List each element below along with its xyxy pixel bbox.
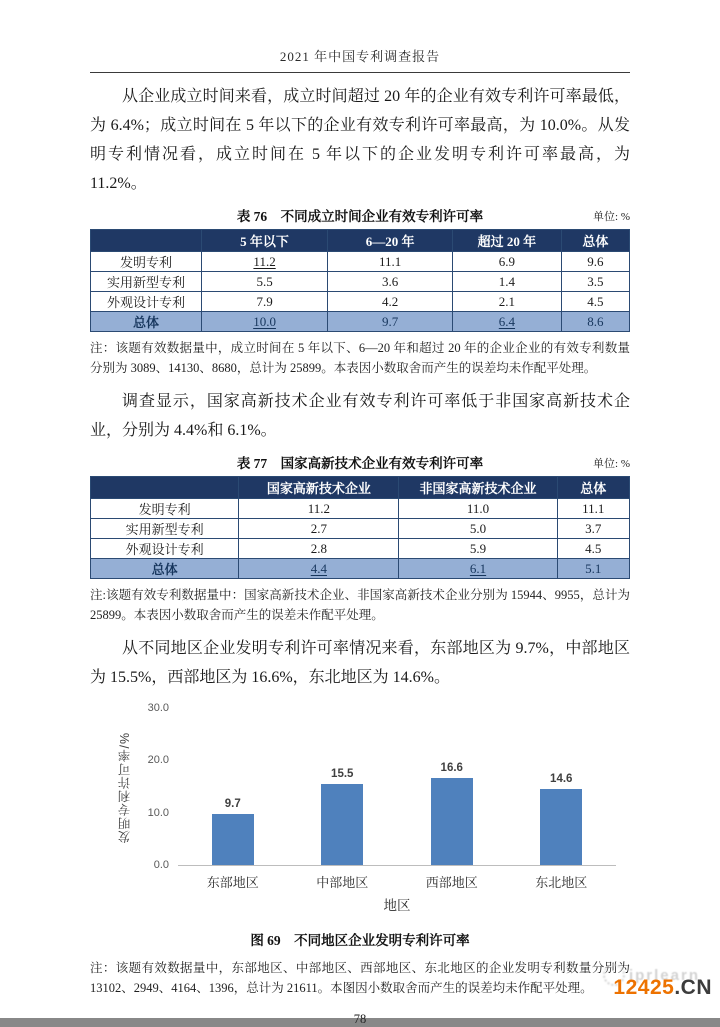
cell-value: 2.8	[310, 540, 327, 556]
table-76	[90, 229, 630, 332]
table-cell	[453, 272, 562, 292]
cell-value: 5.5	[256, 273, 273, 289]
column-header: 总体	[557, 477, 629, 499]
table-header-row	[91, 230, 630, 252]
table-cell	[328, 312, 453, 332]
table-cell	[557, 519, 629, 539]
table77-title: 表 77 国家高新技术企业有效专利许可率	[236, 456, 484, 471]
x-axis-title: 地区	[383, 898, 411, 913]
bar-value-label: 9.7	[224, 798, 241, 811]
watermark-number: 12425	[613, 976, 675, 999]
bar-slot	[288, 768, 398, 865]
cell-value: 6.4	[498, 313, 516, 329]
table-cell	[561, 292, 629, 312]
cell-value: 10.0	[253, 313, 276, 329]
cell-value: 1.4	[498, 273, 516, 289]
x-category-labels	[178, 872, 616, 891]
watermark	[554, 964, 714, 1008]
table-cell	[453, 292, 562, 312]
table77-note: 注:该题有效专利数据量中：国家高新技术企业、非国家高新技术企业分别为 15944、9955，总计为 25899。本表因小数取舍而产生的误差未作配平处理。	[90, 588, 630, 622]
table-cell	[239, 539, 399, 559]
cell-value: 5.1	[585, 560, 602, 576]
column-header: 6—20 年	[328, 230, 453, 252]
bar	[431, 778, 473, 865]
table-cell	[239, 519, 399, 539]
y-axis-ticks	[134, 702, 178, 871]
y-tick-label: 20.0	[147, 754, 169, 767]
table-cell	[561, 252, 629, 272]
cell-value: 11.2	[253, 253, 276, 269]
cell-value: 9.7	[382, 313, 399, 329]
x-category-label: 东部地区	[206, 875, 259, 890]
cell-value: 11.1	[582, 500, 605, 516]
cell-value: 6.9	[498, 253, 516, 269]
cell-value: 3.6	[382, 273, 399, 289]
table-cell	[561, 312, 629, 332]
cell-value: 7.9	[256, 293, 273, 309]
table-cell	[399, 519, 557, 539]
table76-unit-label: 单位: %	[593, 211, 630, 223]
row-label: 发明专利	[91, 252, 202, 272]
column-header: 5 年以下	[201, 230, 327, 252]
cell-value: 4.4	[310, 560, 327, 576]
table-cell	[453, 252, 562, 272]
cell-value: 4.2	[382, 293, 399, 309]
table-cell	[201, 312, 327, 332]
row-label: 总体	[91, 559, 239, 579]
table77-caption	[90, 452, 630, 472]
table-row	[91, 519, 630, 539]
cell-value: 3.5	[587, 273, 604, 289]
row-label: 发明专利	[91, 499, 239, 519]
cell-value: 9.6	[587, 253, 604, 269]
x-category-label: 东北地区	[535, 875, 588, 890]
paragraph-establishment-time: 从企业成立时间来看，成立时间超过 20 年的企业有效专利许可率最低，为 6.4%；成立时间在 5 年以下的企业有效专利许可率最高，为 10.0%。从发明专利情况看，成立时间在 5 年以下的企业发明专利许可率最高，为 11.2%。	[90, 88, 630, 192]
table76-title: 表 76 不同成立时间企业有效专利许可率	[236, 209, 484, 224]
paragraph-regions: 从不同地区企业发明专利许可率情况来看，东部地区为 9.7%，中部地区为 15.5%，西部地区为 16.6%，东北地区为 14.6%。	[90, 640, 630, 686]
y-tick-label: 0.0	[153, 859, 169, 871]
bar-value-label: 16.6	[440, 762, 463, 775]
table-row	[91, 539, 630, 559]
page-number: 78	[353, 1012, 367, 1026]
table-cell	[399, 539, 557, 559]
paragraph-high-tech: 调查显示，国家高新技术企业有效专利许可率低于非国家高新技术企业，分别为 4.4%和 6.1%。	[90, 393, 630, 439]
table-total-row	[91, 559, 630, 579]
plot-area	[178, 708, 616, 866]
watermark-text	[613, 976, 712, 1000]
table-cell	[561, 272, 629, 292]
watermark-suffix: .CN	[674, 976, 712, 999]
table-total-row	[91, 312, 630, 332]
column-header	[91, 477, 239, 499]
cell-value: 4.5	[585, 540, 602, 556]
cell-value: 3.7	[585, 520, 602, 536]
table76-caption	[90, 205, 630, 225]
table-cell	[201, 292, 327, 312]
cell-value: 11.1	[378, 253, 402, 269]
column-header: 非国家高新技术企业	[399, 477, 557, 499]
table-cell	[557, 539, 629, 559]
cell-value: 4.5	[587, 293, 604, 309]
cell-value: 2.1	[498, 293, 516, 309]
table-cell	[239, 559, 399, 579]
table-row	[91, 272, 630, 292]
cell-value: 11.0	[466, 500, 490, 516]
cell-value: 11.2	[307, 500, 330, 516]
table-cell	[328, 252, 453, 272]
table-cell	[201, 252, 327, 272]
row-label: 外观设计专利	[91, 539, 239, 559]
table-row	[91, 252, 630, 272]
figure-note: 注：该题有效数据量中，东部地区、中部地区、西部地区、东北地区的企业发明专利数量分别为 13102、2949、4164、1396，总计为 21611。本图因小数取舍而产生的误差均未作配平处理。	[90, 961, 630, 995]
row-label: 实用新型专利	[91, 272, 202, 292]
cell-value: 2.7	[310, 520, 327, 536]
bar-slot	[178, 798, 288, 865]
bar-chart	[116, 702, 616, 914]
column-header	[91, 230, 202, 252]
cell-value: 6.1	[469, 560, 487, 576]
table-cell	[557, 559, 629, 579]
table-cell	[239, 499, 399, 519]
table-cell	[453, 312, 562, 332]
table-cell	[399, 499, 557, 519]
table-cell	[328, 272, 453, 292]
row-label: 实用新型专利	[91, 519, 239, 539]
cell-value: 8.6	[587, 313, 604, 329]
y-tick-label: 30.0	[147, 702, 169, 714]
column-header: 超过 20 年	[453, 230, 562, 252]
chart-body	[116, 702, 616, 871]
watermark-ghost-text: iprlearn	[628, 966, 700, 984]
table-row	[91, 499, 630, 519]
row-label: 总体	[91, 312, 202, 332]
table-row	[91, 292, 630, 312]
cell-value: 5.9	[469, 540, 487, 556]
column-header: 总体	[561, 230, 629, 252]
table76-note: 注：该题有效数据量中，成立时间在 5 年以下、6—20 年和超过 20 年的企业企业的有效专利数量分别为 3089、14130、8680，总计为 25899。本表因小数取舍而产生的误差均未作配平处理。	[90, 341, 630, 375]
y-axis-title: 发明专利许可率/%	[118, 731, 132, 843]
figure-caption: 图 69 不同地区企业发明专利许可率	[250, 933, 470, 948]
column-header: 国家高新技术企业	[239, 477, 399, 499]
bar-slot	[507, 773, 617, 865]
table-cell	[328, 292, 453, 312]
bar-slot	[397, 762, 507, 865]
x-category-label: 西部地区	[425, 875, 478, 890]
running-header: 2021 年中国专利调查报告	[90, 46, 630, 73]
y-tick-label: 10.0	[147, 806, 169, 819]
table-header-row	[91, 477, 630, 499]
cell-value: 5.0	[469, 520, 487, 536]
table-cell	[557, 499, 629, 519]
table-cell	[201, 272, 327, 292]
bar	[540, 789, 582, 865]
bar	[212, 814, 254, 865]
bar-value-label: 14.6	[550, 772, 573, 785]
table-cell	[399, 559, 557, 579]
table77-unit-label: 单位: %	[593, 458, 630, 470]
table-77	[90, 476, 630, 579]
x-category-label: 中部地区	[316, 875, 369, 890]
bar	[321, 784, 363, 865]
row-label: 外观设计专利	[91, 292, 202, 312]
bar-value-label: 15.5	[331, 767, 354, 780]
